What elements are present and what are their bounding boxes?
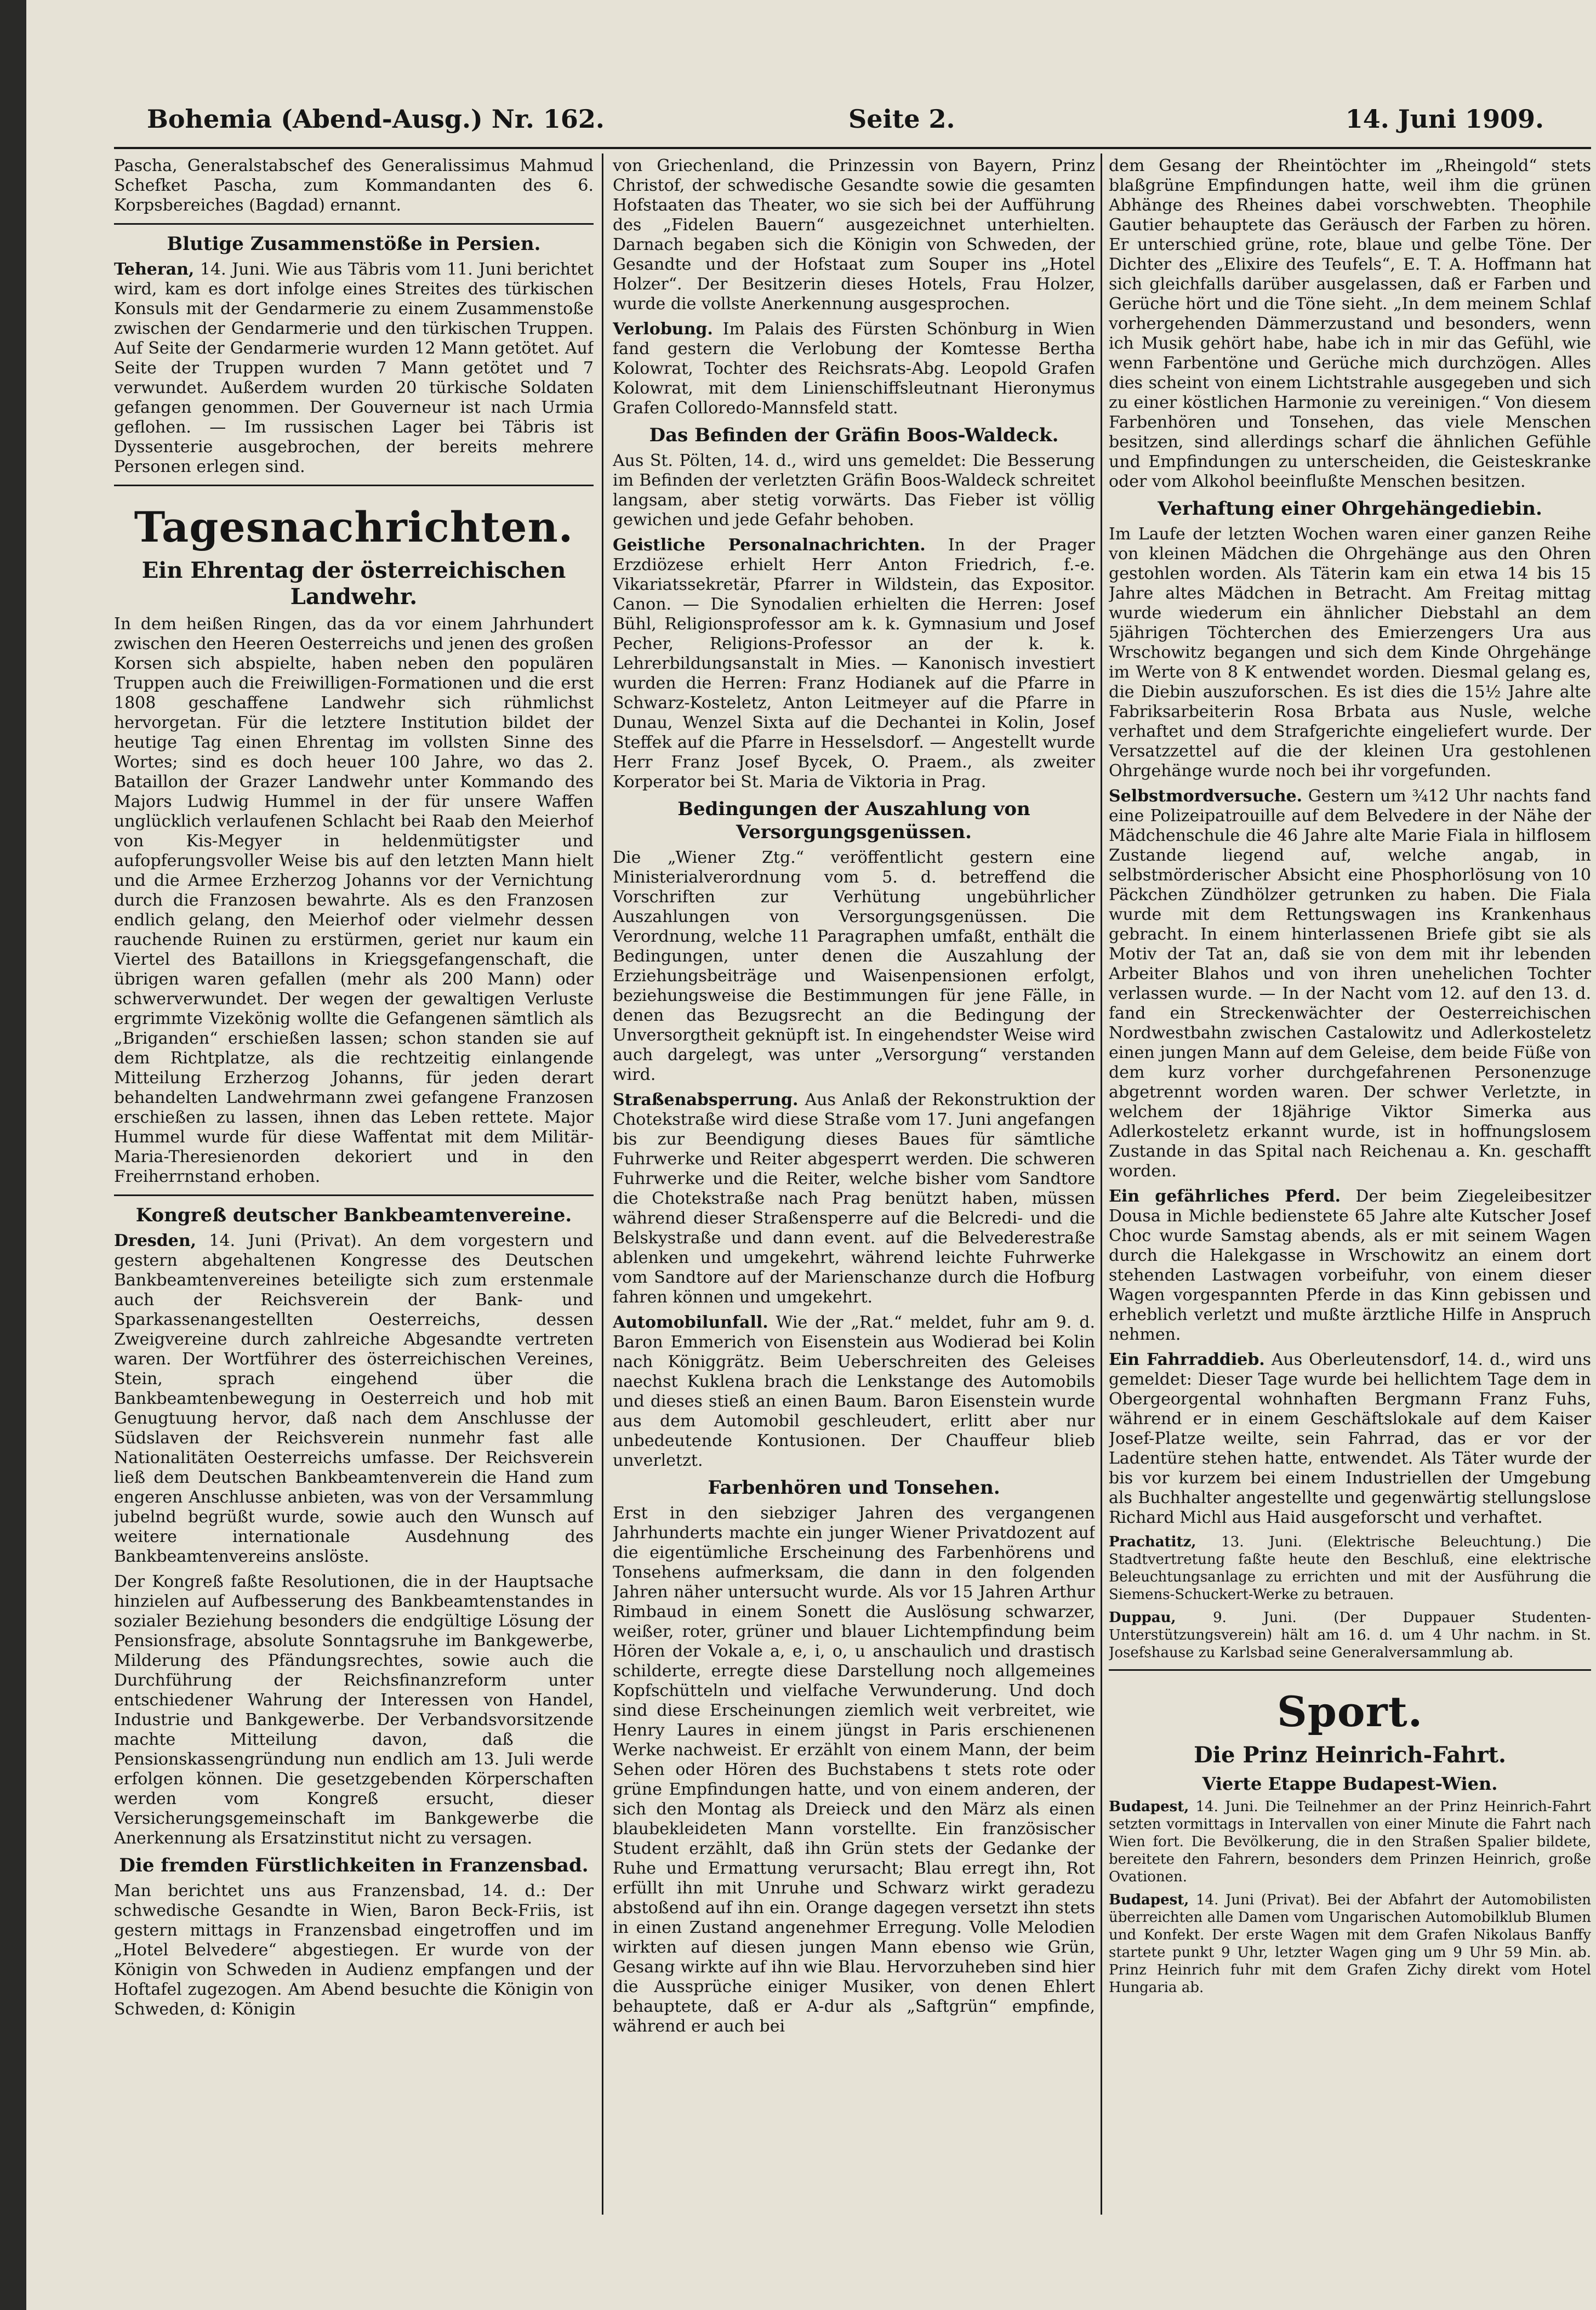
- article-selbstmord: [1109, 787, 1591, 1181]
- article-verlobung: [613, 320, 1095, 418]
- article-text: In der Prager Erzdiözese erhielt Herr Anton Friedrich, f.-e. Vikariatssekretär, Pfarrer in Wildstein, das Expositor. Canon. — Die Synodalien erhielten die Herren: Josef Bühl, Religionsprofessor am k. k. Gymnasium und Josef Pecher, Religions-Professor an der k. k. Lehrerbildungsanstalt in Mies. — Kanonisch investiert wurden die Herren: Franz Hodianek auf die Pfarre in Schwarz-Kosteletz, Anton Leitmeyer auf die Pfarre in Dunau, Wenzel Sixta auf die Dechantei in Kolin, Josef Steffek auf die Pfarre in Hesselsdorf. — Angestellt wurde Herr Franz Josef Bycek, O. Praem., als zweiter Korperator bei St. Maria de Viktoria in Prag.: [613, 536, 1095, 792]
- column-2: [613, 156, 1095, 2212]
- article-lead: Automobilunfall.: [613, 1313, 768, 1332]
- article-lead: Verlobung.: [613, 320, 713, 339]
- article-text: Wie der „Rat.“ meldet, fuhr am 9. d. Baron Emmerich von Eisenstein aus Wodierad bei Kolin nach Königgrätz. Beim Ueberschreiten des Geleises naechst Kuklena brach die Lenkstange des Automobils und dieses stieß an einen Baum. Baron Eisenstein wurde aus dem Automobil geschleudert, erlitt aber nur unbedeutende Kontusionen. Der Chauffeur blieb unverletzt.: [613, 1313, 1095, 1470]
- article-fremden: Man berichtet uns aus Franzensbad, 14. d.: Der schwedische Gesandte in Wien, Baron Beck-Friis, ist gestern mittags in Franzensbad eingetroffen und im „Hotel Belvedere“ abgestiegen. Er wurde von der Königin von Schweden in Audienz empfangen und der Hoftafel zugezogen. Am Abend besuchte die Königin von Schweden, d: Königin: [114, 1881, 594, 2019]
- article-verhaftung: Im Laufe der letzten Wochen waren einer ganzen Reihe von kleinen Mädchen die Ohrgehänge aus den Ohren gestohlen worden. Als Täterin kam ein etwa 14 bis 15 Jahre altes Mädchen in Betracht. Am Freitag mittag wurde wiederum ein ähnlicher Diebstahl an dem 5jährigen Töchterchen des Emierzengers Ura aus Wrschowitz begangen und sich dem Kinde Ohrgehänge im Werte von 8 K entwendet worden. Diesmal gelang es, die Diebin auszuforschen. Es ist dies die 15½ Jahre alte Fabriksarbeiterin Rosa Brbata aus Nusle, welche verhaftet und dem Strafgerichte eingeliefert wurde. Der Versatzzettel auf die der kleinen Ura gestohlenen Ohrgehänge wurde noch bei ihr vorgefunden.: [1109, 525, 1591, 781]
- running-header: [147, 104, 1544, 143]
- header-rule: [114, 147, 1591, 149]
- article-text: Aus Anlaß der Rekonstruktion der Chotekstraße wird diese Straße vom 17. Juni angefangen bis zur Beendigung dieses Baues für sämtliche Fuhrwerke und Reiter abgesperrt werden. Die schweren Fuhrwerke und die Reiter, welche bisher vom Sandtore die Chotekstraße nach Prag benützt haben, müssen während dieser Straßensperre auf die Belcredi- und die Belskystraße und dann event. auf die Belvederestraße ablenken und umgekehrt, während leichte Fuhrwerke vom Sandtore auf der Marienschanze durch die Hofburg fahren können und umgekehrt.: [613, 1090, 1095, 1307]
- article-text: 13. Juni. (Elektrische Beleuchtung.) Die Stadtvertretung faßte heute den Beschluß, eine elektrische Beleuchtungsanlage zu errichten und mit der Ausführung die Siemens-Schuckert-Werke zu betrauen.: [1109, 1534, 1591, 1603]
- page-number: Seite 2.: [848, 104, 955, 134]
- separator: [114, 485, 594, 486]
- subheadline-etappe: Vierte Etappe Budapest-Wien.: [1202, 1773, 1498, 1794]
- dateline: Teheran,: [114, 260, 195, 279]
- article-fahrraddieb: [1109, 1350, 1591, 1528]
- article-duppau: [1109, 1609, 1591, 1662]
- separator: [1109, 1669, 1591, 1671]
- article-text: Im Palais des Fürsten Schönburg in Wien fand gestern die Verlobung der Komtesse Bertha Kolowrat, Tochter des Reichsrats-Abg. Leopold Grafen Kolowrat, mit dem Linienschiffsleutnant Hieronymus Grafen Colloredo-Mannsfeld statt.: [613, 320, 1095, 418]
- headline-verhaftung: Verhaftung einer Ohrgehängediebin.: [1158, 498, 1542, 520]
- column-rule-1: [602, 153, 603, 2215]
- separator: [114, 223, 594, 225]
- article-text: 14. Juni. Die Teilnehmer an der Prinz Heinrich-Fahrt setzten vormittags in Intervallen von einer Minute die Fahrt nach Wien fort. Die Bevölkerung, die in den Straßen Spalier bildete, bereitete den Fahrern, besonders dem Prinzen Heinrich, große Ovationen.: [1109, 1799, 1591, 1885]
- article-text: Aus Oberleutensdorf, 14. d., wird uns gemeldet: Dieser Tage wurde bei hellichtem Tage dem in Obergeorgental wohnhaften Bergmann Franz Fuhs, während er in einem Geschäftslokale auf dem Kaiser Josef-Platze weilte, sein Fahrrad, das er vor der Ladentüre stehen hatte, entwendet. Als Täter wurde der bis vor kurzem bei einem Industriellen der Umgebung als Buchhalter angestellte und gegenwärtig stellungslose Richard Michl aus Haid ausgeforscht und verhaftet.: [1109, 1350, 1591, 1527]
- article-kongress: [114, 1231, 594, 1567]
- issue-date: 14. Juni 1909.: [1345, 104, 1544, 134]
- separator: [114, 1194, 594, 1196]
- article-continuation: dem Gesang der Rheintöchter im „Rheingold“ stets blaßgrüne Empfindungen hatte, weil ihm die grünen Abhänge des Rheines dabei vorschwebten. Theophile Gautier behauptete das Geräusch der Farben zu hören. Er unterschied grüne, rote, blaue und gelbe Töne. Der Dichter des „Elixire des Teufels“, E. T. A. Hoffmann hat sich gleichfalls darüber ausgelassen, daß er Farben und Gerüche hört und die Töne sieht. „In dem meinem Schlaf vorhergehenden Dämmerzustand und besonders, wenn ich Musik gehört habe, habe ich in mir das Gefühl, wie wenn Farbentöne und Gerüche mich durchzögen. Alles dies scheint von einem Lichtstrahle ausgegeben und sich zu einer köstlichen Harmonie zu vereinigen.“ Von diesem Farbenhören und Tonsehen, das viele Menschen besitzen, sind allerdings scharf die ähnlichen Gefühle und Empfindungen zu unterscheiden, die Geisteskranke oder vom Alkohol beeinflußte Menschen besitzen.: [1109, 156, 1591, 491]
- section-title-sport: Sport.: [1276, 1687, 1423, 1736]
- article-pferd: [1109, 1187, 1591, 1345]
- column-rule-2: [1101, 153, 1102, 2215]
- dateline: Prachatitz,: [1109, 1534, 1196, 1550]
- article-kongress-2: Der Kongreß faßte Resolutionen, die in der Hauptsache hinzielen auf Aufbesserung des Bankbeamtenstandes in sozialer Beziehung besonders die endgültige Lösung der Pensionsfrage, absolute Sonntagsruhe im Bankgewerbe, Milderung des Pfändungsrechtes, sowie auch die Durchführung der Reichsfinanzreform unter entschiedener Wahrung der Interessen von Handel, Industrie und Bankgewerbe. Der Verbandsvorsitzende machte Mitteilung davon, daß die Pensionskassengründung nun endlich am 13. Juli werde erfolgen können. Die gesetzgebenden Körperschaften werden vom Kongreß ersucht, dieser Versicherungsgemeinschaft im Bankgewerbe die Anerkennung als Ersatzinstitut nicht zu versagen.: [114, 1572, 594, 1848]
- article-farbenhoeren: Erst in den siebziger Jahren des vergangenen Jahrhunderts machte ein junger Wiener Privatdozent auf die eigentümliche Erscheinung des Farbenhörens und Tonsehens aufmerksam, die dann in den folgenden Jahren näher untersucht wurde. Als vor 15 Jahren Arthur Rimbaud in einem Sonett die Auslösung schwarzer, weißer, roter, grüner und blauer Lichtempfindung beim Hören der Vokale a, e, i, o, u anschaulich und drastisch schilderte, erregte diese Darstellung noch allgemeines Kopfschütteln und vielfache Verwunderung. Und doch sind diese Erscheinungen ziemlich weit verbreitet, wie Henry Laures in einem jüngst in Paris erschienenen Werke nachweist. Er erzählt von einem Mann, der beim Sehen oder Hören des Buchstabens t stets rote oder grüne Empfindungen hatte, und von einem anderen, der sich den Montag als Dreieck und den März als einen blaubekleideten Mann vorstellte. Ein französischer Student erzählt, daß ihn Grün stets der Gedanke der Ruhe und Ermattung verursacht; Blau erregt ihn, Rot erfüllt ihn mit Unruhe und Schwarz wirkt geradezu abstoßend auf ihn ein. Orange dagegen versetzt ihn stets in einen Zustand angenehmer Erregung. Volle Melodien wirkten auf diesen jungen Mann ebenso wie Grün, Gesang wirkte auf ihn wie Blau. Hervorzuheben sind hier die Aussprüche einiger Musiker, von denen Ehlert behauptete, daß er A-dur als „Saftgrün“ empfinde, während er auch bei: [613, 1504, 1095, 2036]
- article-bedingungen: Die „Wiener Ztg.“ veröffentlicht gestern eine Ministerialverordnung vom 5. d. betreffend die Vorschriften zur Verhütung ungebührlicher Auszahlungen von Versorgungsgenüssen. Die Verordnung, welche 11 Paragraphen umfaßt, enthält die Bedingungen, unter denen die Auszahlung der Erziehungsbeiträge und Waisenpensionen erfolgt, beziehungsweise die Bestimmungen für jene Fälle, in denen das Bezugsrecht an die Bedingung der Unversorgtheit geknüpft ist. In eingehendster Weise wird auch dargelegt, was unter „Versorgung“ verstanden wird.: [613, 848, 1095, 1084]
- newspaper-page: [26, 0, 1596, 2310]
- article-befinden: Aus St. Pölten, 14. d., wird uns gemeldet: Die Besserung im Befinden der verletzten Gräfin Boos-Waldeck schreitet langsam, aber stetig vorwärts. Das Fieber ist völlig gewichen und jede Gefahr behoben.: [613, 451, 1095, 530]
- article-lead: Geistliche Personalnachrichten.: [613, 536, 926, 555]
- headline-ehrentag: Ein Ehrentag der österreichischen Landwehr.: [141, 557, 566, 610]
- article-ehrentag: In dem heißen Ringen, das da vor einem Jahrhundert zwischen den Heeren Oesterreichs und jenen des großen Korsen sich abspielte, haben neben den populären Truppen auch die Freiwilligen-Formationen und die erst 1808 geschaffene Landwehr sich rühmlichst hervorgetan. Für die letztere Institution bildet der heutige Tag einen Ehrentag im vollsten Sinne des Wortes; sind es doch heuer 100 Jahre, wo das 2. Bataillon der Grazer Landwehr unter Kommando des Majors Ludwig Hummel in der für unsere Waffen unglücklich verlaufenen Schlacht bei Raab den Meierhof von Kis-Megyer in heldenmütigster und aufopferungsvoller Weise bis auf den letzten Mann hielt und die Armee Erzherzog Johanns vor der Vernichtung durch die Franzosen bewahrte. Als es den Franzosen endlich gelang, den Meierhof oder vielmehr dessen rauchende Ruinen zu erstürmen, geriet nur kaum ein Viertel des Bataillons in Kriegsgefangenschaft, die übrigen waren gefallen (mehr als 200 Mann) oder schwerverwundet. Der wegen der gewaltigen Verluste ergrimmte Vizekönig wollte die Gefangenen sämtlich als „Briganden“ erschießen lassen; schon standen sie auf dem Richtplatze, als die rechtzeitig einlangende Mitteilung Erzherzog Johanns, für jeden derart behandelten Landwehrmann zwei gefangene Franzosen erschießen zu lassen, ihnen das Leben rettete. Major Hummel wurde für diese Waffentat mit dem Militär-Maria-Theresienorden dekoriert und in den Freiherrnstand erhoben.: [114, 615, 594, 1186]
- article-text: Der beim Ziegeleibesitzer Dousa in Michle bedienstete 65 Jahre alte Kutscher Josef Choc wurde Samstag abends, als er mit seinem Wagen durch die Halekgasse in Wrschowitz an einem dort stehenden Lastwagen vorbeifuhr, von einem dieser Wagen vorgespannten Pferde in das Kinn gebissen und erheblich verletzt und mußte ärztliche Hilfe in Anspruch nehmen.: [1109, 1187, 1591, 1344]
- column-3: [1109, 156, 1591, 2212]
- article-text: 14. Juni (Privat). An dem vorgestern und gestern abgehaltenen Kongresse des Deutschen Bankbeamtenvereines beteiligte sich zum erstenmale auch der Reichsverein der Bank- und Sparkassenangestellten Oesterreichs, dessen Zweigvereine durch zahlreiche Abgesandte vertreten waren. Der Wortführer des österreichischen Vereines, Stein, sprach eingehend über die Bankbeamtenbewegung in Oesterreich und hob mit Genugtuung hervor, daß nach dem Anschlusse der Südslaven der Reichsverein nunmehr fast alle Nationalitäten Oesterreichs umfasse. Der Reichsverein ließ dem Deutschen Bankbeamtenverein die Hand zum engeren Anschlusse anbieten, was von der Versammlung jubelnd begrüßt wurde, sowie auch den Wunsch auf weitere internationale Ausdehnung des Bankbeamtenvereins anslöste.: [114, 1231, 594, 1566]
- article-text: Gestern um ¾12 Uhr nachts fand eine Polizeipatrouille auf dem Belvedere in der Nähe der Mädchenschule die 46 Jahre alte Marie Fiala in hilflosem Zustande liegend auf, welche angab, in selbstmörderischer Absicht eine Phosphorlösung von 10 Päckchen Zündhölzer getrunken zu haben. Die Fiala wurde mit dem Rettungswagen ins Krankenhaus gebracht. In einem hinterlassenen Briefe gibt sie als Motiv der Tat an, daß sie von dem mit ihr lebenden Arbeiter Blahos und von ihren unehelichen Tochter verlassen wurde. — In der Nacht vom 12. auf den 13. d. fand ein Streckenwächter der Oesterreichischen Nordwestbahn zwischen Castalowitz und Adlerkosteletz einen jungen Mann auf dem Geleise, dem beide Füße von dem kurz vorher durchgefahrenen Personenzuge abgetrennt worden waren. Der schwer Verletzte, in welchem der 18jährige Viktor Simerka aus Adlerkosteletz erkannt wurde, ist in hoffnungslosem Zustande in das Spital nach Reichenau a. Kn. geschafft worden.: [1109, 787, 1591, 1181]
- headline-befinden: Das Befinden der Gräfin Boos-Waldeck.: [649, 424, 1059, 446]
- scan-edge: [0, 0, 26, 2310]
- masthead-issue: Bohemia (Abend-Ausg.) Nr. 162.: [147, 104, 605, 134]
- article-budapest-1: [1109, 1798, 1591, 1886]
- article-lead: Ein Fahrraddieb.: [1109, 1350, 1265, 1369]
- article-automobil: [613, 1313, 1095, 1471]
- article-lead: Selbstmordversuche.: [1109, 787, 1303, 806]
- article-lead: Ein gefährliches Pferd.: [1109, 1187, 1341, 1206]
- article-text: 14. Juni (Privat). Bei der Abfahrt der Automobilisten überreichten alle Damen vom Ungarischen Automobilklub Blumen und Konfekt. Der erste Wagen mit dem Grafen Nikolaus Banffy startete punkt 9 Uhr, letzter Wagen ging um 9 Uhr 59 Min. ab. Prinz Heinrich fuhr mit dem Grafen Zichy direkt vom Hotel Hungaria ab.: [1109, 1892, 1591, 1996]
- article-lead: Straßenabsperrung.: [613, 1090, 799, 1110]
- article-text: 9. Juni. (Der Duppauer Studenten-Unterstützungsverein) hält am 16. d. um 4 Uhr nachm. in St. Josefshause zu Karlsbad seine Generalversammlung ab.: [1109, 1609, 1591, 1661]
- article-continuation: von Griechenland, die Prinzessin von Bayern, Prinz Christof, der schwedische Gesandte sowie die gesamten Hofstaaten das Theater, wo sie sich bei der Aufführung des „Fidelen Bauern“ ausgezeichnet unterhielten. Darnach begaben sich die Königin von Schweden, der Gesandte und der Hofstaat zum Souper ins „Hotel Holzer“. Der Besitzerin dieses Hotels, Frau Holzer, wurde die vollste Anerkennung ausgesprochen.: [613, 156, 1095, 314]
- column-1: [114, 156, 594, 2212]
- article-prachatitz: [1109, 1533, 1591, 1603]
- article-text: 14. Juni. Wie aus Täbris vom 11. Juni berichtet wird, kam es dort infolge eines Streites des türkischen Konsuls mit der Gendarmerie zu einem Zusammenstoße zwischen der Gendarmerie und den türkischen Truppen. Auf Seite der Gendarmerie wurden 12 Mann getötet. Auf Seite der Truppen wurden 7 Mann getötet und 7 verwundet. Außerdem wurden 20 türkische Soldaten gefangen genommen. Der Gouverneur ist nach Urmia geflohen. — Im russischen Lager bei Täbris ist Dyssenterie ausgebrochen, der bereits mehrere Personen erlegen sind.: [114, 260, 594, 476]
- headline-prinz-heinrich: Die Prinz Heinrich-Fahrt.: [1194, 1742, 1506, 1768]
- dateline: Budapest,: [1109, 1892, 1189, 1908]
- article-continuation: Pascha, Generalstabschef des Generalissimus Mahmud Schefket Pascha, zum Kommandanten des 6. Korpsbereiches (Bagdad) ernannt.: [114, 156, 594, 215]
- article-persien: [114, 260, 594, 477]
- headline-persien: Blutige Zusammenstöße in Persien.: [167, 233, 541, 255]
- headline-kongress: Kongreß deutscher Bankbeamtenvereine.: [135, 1204, 572, 1226]
- headline-fremden: Die fremden Fürstlichkeiten in Franzensbad.: [119, 1854, 589, 1876]
- headline-farbenhoeren: Farbenhören und Tonsehen.: [708, 1477, 1000, 1499]
- dateline: Dresden,: [114, 1231, 197, 1250]
- article-strassen: [613, 1090, 1095, 1307]
- headline-bedingungen: Bedingungen der Auszahlung von Versorgungsgenüssen.: [677, 798, 1030, 843]
- dateline: Budapest,: [1109, 1799, 1189, 1815]
- article-budapest-2: [1109, 1891, 1591, 1996]
- dateline: Duppau,: [1109, 1609, 1176, 1626]
- article-geistliche: [613, 536, 1095, 792]
- section-title-tagesnachrichten: Tagesnachrichten.: [134, 503, 574, 551]
